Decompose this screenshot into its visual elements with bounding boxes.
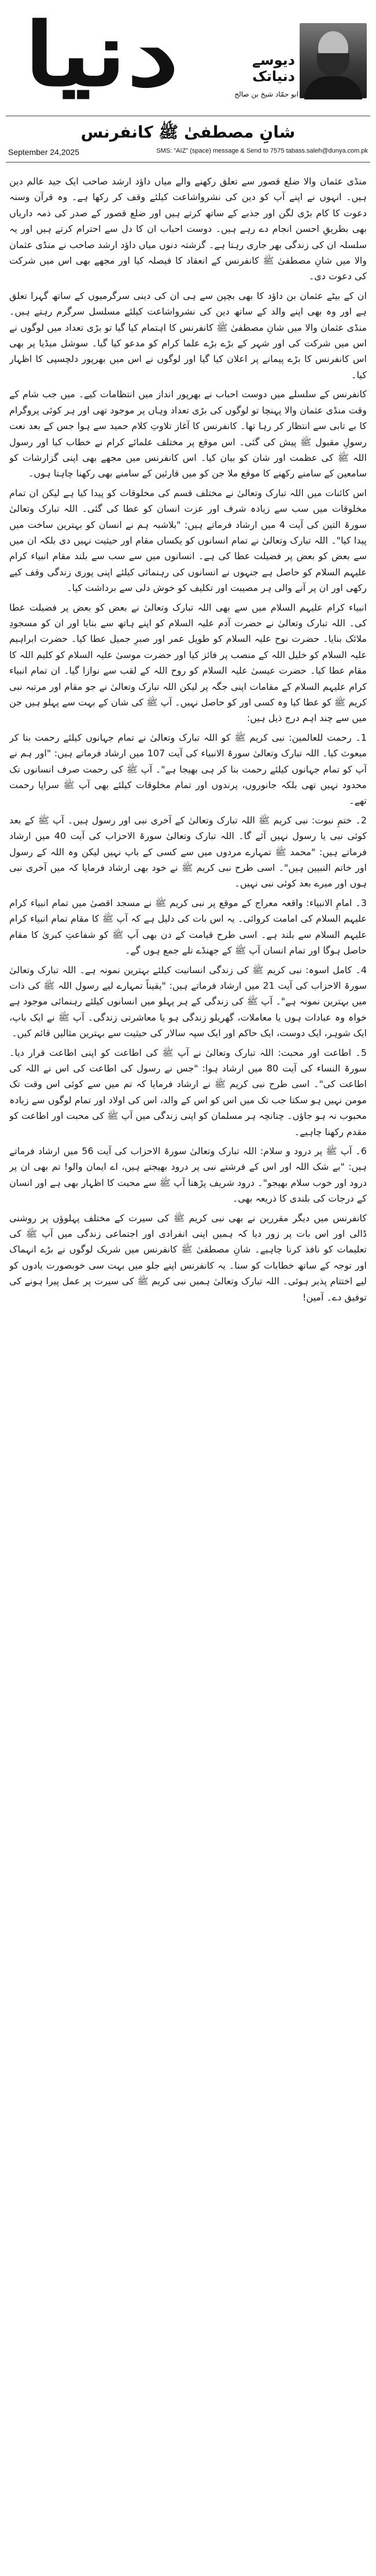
newspaper-masthead (23, 4, 179, 106)
author-photo (300, 23, 367, 98)
author-name: ابو حمّاد شیخ بن صالح (234, 90, 298, 98)
masthead-logo: دنیا (23, 4, 179, 106)
author-box (174, 23, 370, 98)
article-paragraph: 5۔ اطاعت اور محبت: اللہ تبارک وتعالیٰ نے آپ ﷺ کی اطاعت کو اپنی اطاعت قرار دیا۔ سورۃ النساء کی آیت 80 میں ارشاد ہوا: "جس نے رسول کی اطاعت کی اس نے اللہ کی اطاعت کی"۔ اسی طرح نبی کریم ﷺ نے ارشاد فرمایا کہ تم میں سے کوئی اس وقت تک مومن نہیں ہو سکتا جب تک میں اس کو اس کے والد، اس کی اولاد اور تمام لوگوں سے زیادہ محبوب نہ ہو جاؤں۔ چنانچہ ہر مسلمان کو اپنی زندگی میں آپ ﷺ کی محبت اور اطاعت کو مقدم رکھنا چاہیے۔ (9, 1047, 367, 1137)
article-paragraph: کانفرنس میں دیگر مقررین نے بھی نبی کریم ﷺ کی سیرت کے مختلف پہلوؤں پر روشنی ڈالی اور اس بات پر زور دیا کہ ہمیں اپنی انفرادی اور اجتماعی زندگی میں آپ ﷺ کی تعلیمات کو نافذ کرنا چاہیے۔ شانِ مصطفیٰ ﷺ کانفرنس میں شریک لوگوں نے بڑے انہماک اور توجہ کے ساتھ خطابات کو سنا۔ یہ کانفرنس اپنے جلو میں بہت سی خوبصورت یادوں کو لیے اختتام پذیر ہوئی۔ اللہ تبارک وتعالیٰ ہمیں نبی کریم ﷺ کی سیرت پر عمل پیرا ہونے کی توفیق دے۔ آمین! (9, 1212, 367, 1303)
contact-info: SMS: "AIZ" (space) message & Send to 7575 tabass.saleh@dunya.com.pk (156, 147, 368, 154)
article-headline: شانِ مصطفیٰ ﷺ کانفرنس (80, 123, 296, 142)
article-paragraph: 3۔ امامِ الانبیاء: واقعہ معراج کے موقع پر نبی کریم ﷺ نے مسجد اقصیٰ میں تمام انبیاء کرام علیہم السلام کی امامت کروائی۔ یہ اس بات کی دلیل ہے کہ آپ ﷺ کا مقام تمام انبیاء کرام علیہم السلام سے بلند ہے۔ اسی طرح قیامت کے دن بھی آپ ﷺ کو شفاعتِ کبریٰ کا مقام حاصل ہوگا اور تمام انسان آپ ﷺ کے جھنڈے تلے جمع ہوں گے۔ (9, 897, 367, 956)
column-header (0, 0, 376, 173)
article-paragraph: اس کائنات میں اللہ تبارک وتعالیٰ نے مختلف قسم کی مخلوقات کو پیدا کیا ہے لیکن ان تمام مخلوقات میں سب سے زیادہ شرف اور عزت انسان کو عطا کی گئی۔ اللہ تبارک وتعالیٰ سورۃ التین کی آیت 4 میں ارشاد فرماتے ہیں: "بلاشبہ ہم نے انسان کو بہترین ساخت میں پیدا کیا"۔ اللہ تبارک وتعالیٰ نے تمام انسانوں کو یکساں مقام اور حیثیت نہیں دی بلکہ ان میں سے بعض کو بعض پر فضیلت عطا کی ہے۔ انسانوں میں سے سب سے بلند مقام انبیاء کرام علیہم السلام کو حاصل ہے جنہوں نے انسانوں کی رہنمائی کیلئے اپنی پوری زندگی وقف کیے رکھی اور ان پر آنے والی ہر مصیبت اور تکلیف کو خوش دلی سے برداشت کیا۔ (9, 487, 367, 594)
article-paragraph: کانفرنس کے سلسلے میں دوست احباب نے بھرپور انداز میں انتظامات کیے۔ میں جب شام کے وقت منڈی عثمان والا پہنچا تو لوگوں کی بڑی تعداد وہاں پر موجود تھی اور ہر کوئی پروگرام کا بے تابی سے انتظار کر رہا تھا۔ کانفرنس کا آغاز تلاوتِ کلام حمید سے ہوا جس کے بعد نعت رسولِ مقبول ﷺ پیش کی گئی۔ اس موقع پر مختلف علمائے کرام نے خطاب کیا اور رسول اللہ ﷺ کی عظمت اور شان کو بیان کیا۔ اس کانفرنس میں مجھے بھی اپنی گزارشات کو سامعین کے سامنے رکھنے کا موقع ملا جن کو میں قارئین کے سامنے بھی رکھنا چاہتا ہوں۔ (9, 389, 367, 479)
article-paragraph: انبیاء کرام علیہم السلام میں سے بھی اللہ تبارک وتعالیٰ نے بعض کو بعض پر فضیلت عطا کی۔ اللہ تبارک وتعالیٰ نے حضرت آدم علیہ السلام کو اپنے ہاتھ سے بنایا اور ان کو مسجودِ ملائک بنایا۔ حضرت نوح علیہ السلام کو طویل عمر اور صبرِ جمیل عطا کیا۔ حضرت ابراہیم علیہ السلام کو خلیل اللہ کے منصب پر فائز کیا اور حضرت موسیٰ علیہ السلام کو کلیم اللہ کا مقام عطا کیا۔ حضرت عیسیٰ علیہ السلام کو روح اللہ کے لقب سے نوازا گیا۔ ان تمام انبیاء کرام علیہم السلام کے مقامات اپنی جگہ پر لیکن اللہ تبارک وتعالیٰ نے جو مقام اور مرتبہ نبی کریم ﷺ کو عطا کیا وہ کسی اور کو حاصل نہیں۔ آپ ﷺ کی شان کے بہت سے پہلو ہیں جن میں سے چند اہم درج ذیل ہیں: (9, 601, 367, 724)
article-paragraph: 4۔ کامل اسوہ: نبی کریم ﷺ کی زندگی انسانیت کیلئے بہترین نمونہ ہے۔ اللہ تبارک وتعالیٰ سورۃ الاحزاب کی آیت 21 میں ارشاد فرماتے ہیں: "یقیناً تمہارے لیے رسول اللہ ﷺ کی ذات میں بہترین نمونہ ہے"۔ آپ ﷺ کی زندگی کے ہر پہلو میں انسانوں کیلئے رہنمائی موجود ہے خواہ وہ عبادات ہوں یا معاملات، گھریلو زندگی ہو یا معاشرتی زندگی۔ آپ ﷺ نے ایک باپ، ایک شوہر، ایک دوست، ایک حاکم اور ایک سپہ سالار کی حیثیت سے بہترین مثالیں قائم کیں۔ (9, 964, 367, 1039)
article-paragraph: منڈی عثمان والا ضلع قصور سے تعلق رکھنے والے میاں داؤد ارشد صاحب ایک جید عالم دین ہیں۔ انہوں نے اپنے آپ کو دین کی نشرواشاعت کیلئے وقف کر رکھا ہے۔ وہ قرآن وسنہ دعوت کا کام بڑی لگن اور جذبے کے ساتھ کرتے ہیں اور ضلع قصور کے صدر کی ذمہ داریاں بھی بطریقِ احسن انجام دے رہے ہیں۔ دوست احباب ان کا دل سے احترام کرتے ہیں اور یہ سلسلہ ان کی زندگی بھر جاری رہتا ہے۔ گزشتہ دنوں میاں داؤد ارشد صاحب نے منڈی عثمان والا میں شانِ مصطفیٰ ﷺ کانفرنس کے انعقاد کا فیصلہ کیا اور مجھے بھی اس میں شرکت کی دعوت دی۔ (9, 176, 367, 282)
article-body (9, 173, 367, 2567)
publish-date: September 24,2025 (8, 147, 79, 157)
article-paragraph: 6۔ آپ ﷺ پر درود و سلام: اللہ تبارک وتعالیٰ سورۃ الاحزاب کی آیت 56 میں ارشاد فرماتے ہیں: "بے شک اللہ اور اس کے فرشتے نبی پر درود بھیجتے ہیں، اے ایمان والو! تم بھی ان پر درود اور خوب سلام بھیجو"۔ درود شریف پڑھنا آپ ﷺ سے محبت کا اظہار بھی ہے اور انسان کے درجات کی بلندی کا ذریعہ بھی۔ (9, 1145, 367, 1204)
article-paragraph: ان کے بیٹے عثمان بن داؤد کا بھی بچپن سے ہی ان کی دینی سرگرمیوں کے ساتھ گہرا تعلق ہے اور وہ بھی اپنے والد کے ساتھ دین کی نشرواشاعت کیلئے مسلسل سرگرم رہتے ہیں۔ منڈی عثمان والا میں شانِ مصطفیٰ ﷺ کانفرنس کا اہتمام کیا گیا تو بڑی تعداد میں لوگوں نے اس میں شرکت کی اور شہر کے بڑے بڑے علما کرام کو مدعو کیا گیا۔ سوشل میڈیا پر بھی اس کانفرنس کا بڑے پیمانے پر اعلان کیا گیا اور لوگوں نے اس میں بھرپور دلچسپی کا اظہار کیا۔ (9, 290, 367, 380)
column-title: دیوسے دنیاتک (252, 52, 295, 84)
article-paragraph: 2۔ ختمِ نبوت: نبی کریم ﷺ اللہ تبارک وتعالیٰ کے آخری نبی اور رسول ہیں۔ آپ ﷺ کے بعد کوئی نبی یا رسول نہیں آئے گا۔ اللہ تبارک وتعالیٰ سورۃ الاحزاب کی آیت 40 میں ارشاد فرماتے ہیں: "محمد ﷺ تمہارے مردوں میں سے کسی کے باپ نہیں لیکن وہ اللہ کے رسول اور خاتم النبیین ہیں"۔ اسی طرح نبی کریم ﷺ نے خود بھی ارشاد فرمایا کہ میں آخری نبی ہوں اور میرے بعد کوئی نبی نہیں۔ (9, 814, 367, 889)
article-paragraph: 1۔ رحمت للعالمین: نبی کریم ﷺ کو اللہ تبارک وتعالیٰ نے تمام جہانوں کیلئے رحمت بنا کر مبعوث کیا۔ اللہ تبارک وتعالیٰ سورۃ الانبیاء کی آیت 107 میں ارشاد فرماتے ہیں: "اور ہم نے آپ کو تمام جہانوں کیلئے رحمت بنا کر ہی بھیجا ہے"۔ آپ ﷺ کی رحمت صرف انسانوں تک محدود نہیں تھی بلکہ جانوروں، پرندوں اور تمام مخلوقات کیلئے بھی آپ ﷺ سراپا رحمت تھے۔ (9, 731, 367, 807)
